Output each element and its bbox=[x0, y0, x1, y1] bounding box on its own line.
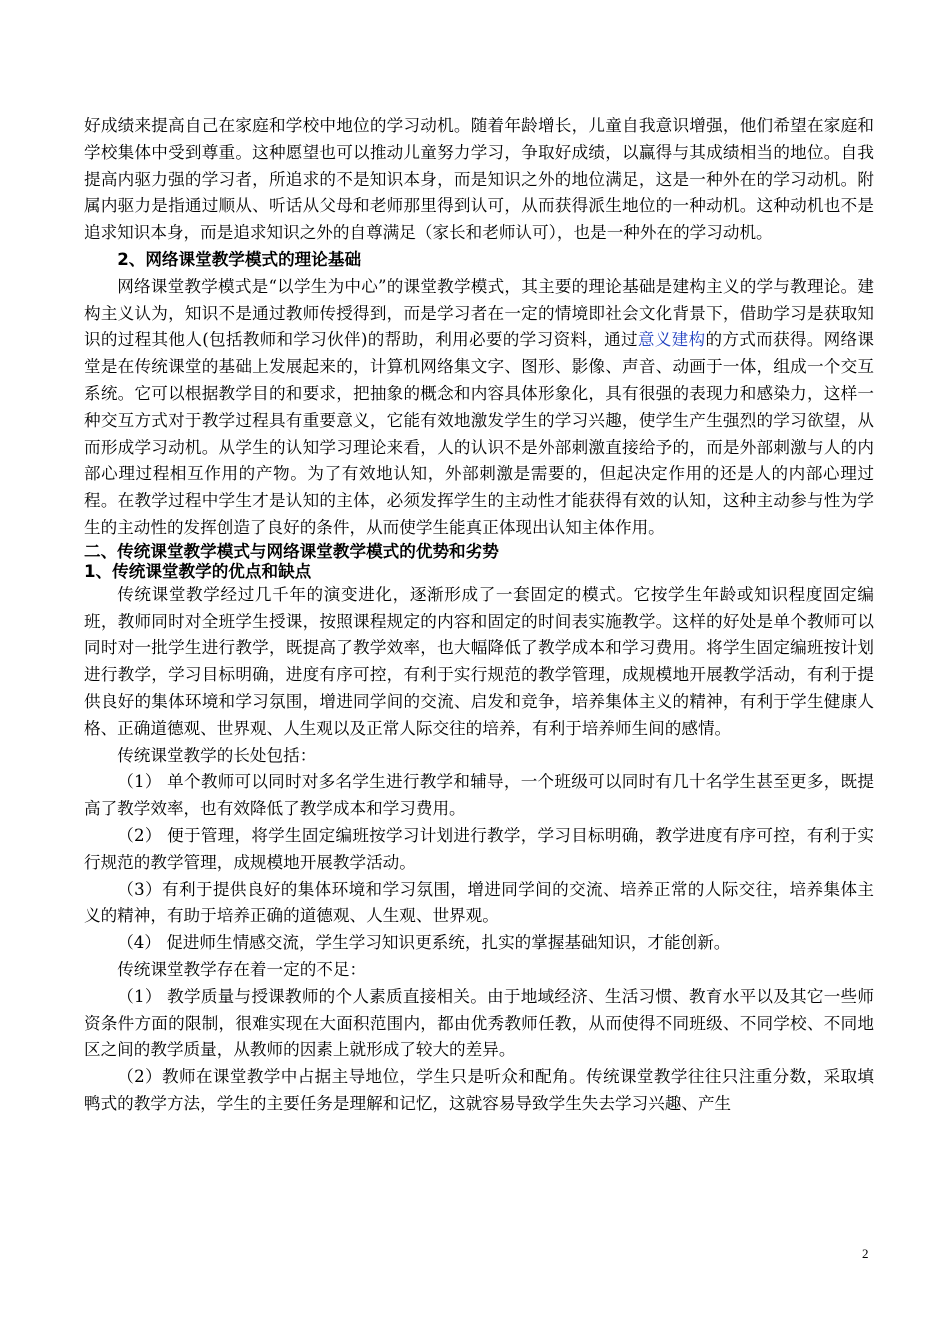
page-number: 2 bbox=[862, 1246, 869, 1261]
link-meaning-construction[interactable]: 意义建构 bbox=[637, 330, 706, 350]
paragraph-traditional: 传统课堂教学经过几千年的演变进化，逐渐形成了一套固定的模式。它按学生年龄或知识程度固定编班，教师同时对全班学生授课，按照课程规定的内容和固定的时间表实施教学。这样的好处是单个教师可以同时对一批学生进行教学，既提高了教学效率，也大幅降低了教学成本和学习费用。将学生固定编班按计划进行教学，学习目标明确，进度有序可控，有利于实行规范的教学管理，成规模地开展教学活动，有利于提供良好的集体环境和学习氛围，增进同学间的交流、启发和竞争，培养集体主义的精神，有利于学生健康人格、正确道德观、世界观、人生观以及正常人际交往的培养，有利于培养师生间的感情。 bbox=[84, 584, 874, 738]
strength-item: （1） 单个教师可以同时对多名学生进行教学和辅导，一个班级可以同时有几十名学生甚至更多，既提高了教学效率，也有效降低了教学成本和学习费用。 bbox=[84, 772, 874, 819]
heading-network-theory: 2、网络课堂教学模式的理论基础 bbox=[117, 249, 362, 269]
heading-section-two: 二、传统课堂教学模式与网络课堂教学模式的优势和劣势 bbox=[84, 541, 499, 561]
strength-item: （4） 促进师生情感交流，学生学习知识更系统，扎实的掌握基础知识，才能创新。 bbox=[117, 933, 731, 953]
paragraph-network-theory bbox=[84, 274, 874, 542]
strength-item: （2） 便于管理，将学生固定编班按学习计划进行教学，学习目标明确，教学进度有序可控，有利于实行规范的教学管理，成规模地开展教学活动。 bbox=[84, 825, 874, 872]
weakness-item: （1） 教学质量与授课教师的个人素质直接相关。由于地域经济、生活习惯、教育水平以及其它一些师资条件方面的限制，很难实现在大面积范围内，都由优秀教师任教，从而使得不同班级、不同学校、不同地区之间的教学质量，从教师的因素上就形成了较大的差异。 bbox=[84, 986, 874, 1060]
strengths-intro: 传统课堂教学的长处包括： bbox=[117, 745, 317, 765]
page-body bbox=[84, 113, 874, 1118]
paragraph-network-text-a: 网络课堂教学模式是“以学生为中心”的课堂教学模式，其主要的理论基础是建构主义的学与教理论。建构主义认为，知识不是通过教师传授得到，而是学习者在一定的情境即社会文化背景下，借助学习是获取知识的过程其他人(包括教师和学习伙伴)的帮助，利用必要的学习资料，通过 bbox=[84, 276, 874, 350]
weaknesses-intro: 传统课堂教学存在着一定的不足： bbox=[117, 959, 367, 979]
strength-item: （3）有利于提供良好的集体环境和学习氛围，增进同学间的交流、培养正常的人际交往，培养集体主义的精神，有助于培养正确的道德观、人生观、世界观。 bbox=[84, 879, 874, 926]
paragraph-learning-motivation: 好成绩来提高自己在家庭和学校中地位的学习动机。随着年龄增长，儿童自我意识增强，他们希望在家庭和学校集体中受到尊重。这种愿望也可以推动儿童努力学习，争取好成绩，以赢得与其成绩相当的地位。自我提高内驱力强的学习者，所追求的不是知识本身，而是知识之外的地位满足，这是一种外在的学习动机。附属内驱力是指通过顺从、听话从父母和老师那里得到认可，从而获得派生地位的一种动机。这种动机也不是追求知识本身，而是追求知识之外的自尊满足（家长和老师认可），也是一种外在的学习动机。 bbox=[84, 116, 874, 243]
weakness-item: （2）教师在课堂教学中占据主导地位，学生只是听众和配角。传统课堂教学往往只注重分数，采取填鸭式的教学方法，学生的主要任务是理解和记忆，这就容易导致学生失去学习兴趣、产生 bbox=[84, 1067, 874, 1113]
paragraph-network-text-b: 的方式而获得。网络课堂是在传统课堂的基础上发展起来的，计算机网络集文字、图形、影像、声音、动画于一体，组成一个交互系统。它可以根据教学目的和要求，把抽象的概念和内容具体形象化，具有很强的表现力和感染力，这样一种交互方式对于教学过程具有重要意义，它能有效地激发学生的学习兴趣，使学生产生强烈的学习欲望，从而形成学习动机。从学生的认知学习理论来看，人的认识不是外部刺激直接给予的，而是外部刺激与人的内部心理过程相互作用的产物。为了有效地认知，外部刺激是需要的，但起决定作用的还是人的内部心理过程。在教学过程中学生才是认知的主体，必须发挥学生的主动性才能获得有效的认知，这种主动参与性为学生的主动性的发挥创造了良好的条件，从而使学生能真正体现出认知主体作用。 bbox=[84, 330, 875, 537]
heading-traditional-pros-cons: 1、传统课堂教学的优点和缺点 bbox=[84, 561, 312, 581]
